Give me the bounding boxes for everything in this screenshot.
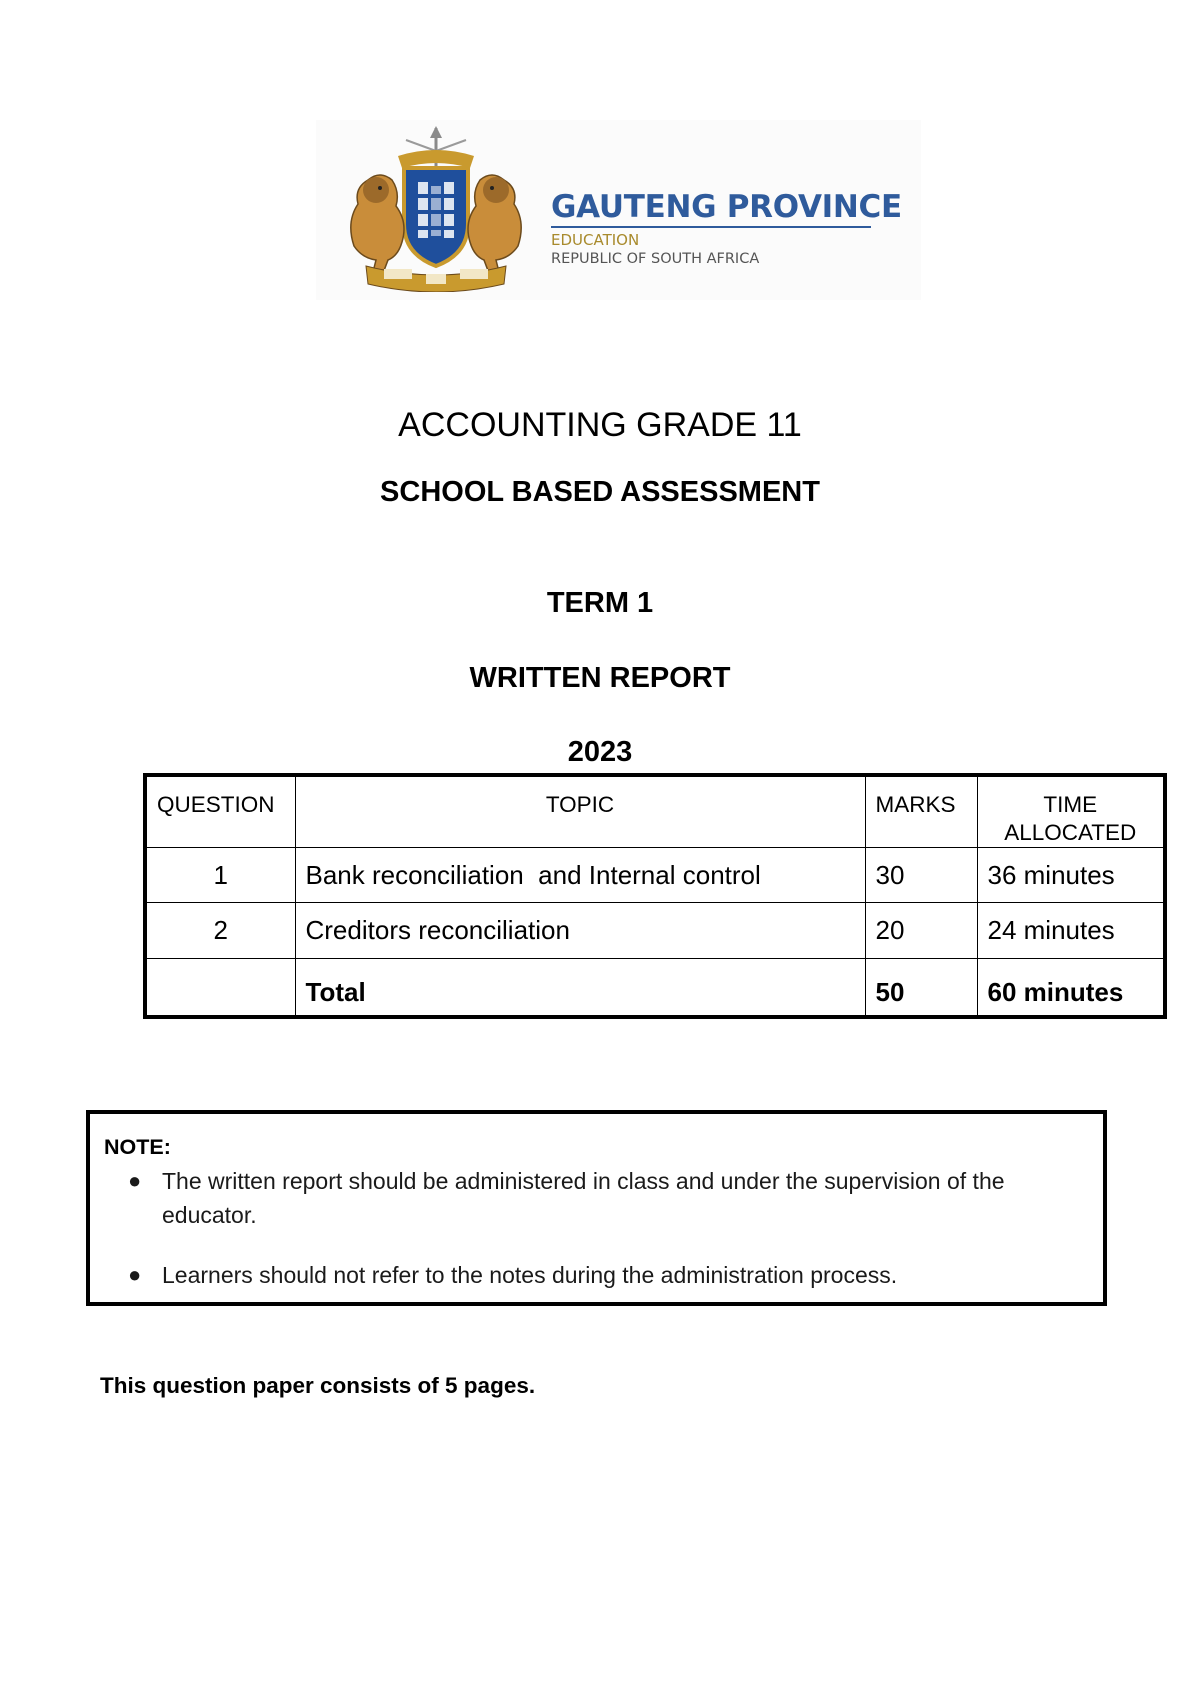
logo-province-name: GAUTENG PROVINCE bbox=[551, 189, 902, 225]
cell-question: 1 bbox=[145, 848, 295, 903]
table-total-row bbox=[145, 959, 1165, 1017]
year-label: 2023 bbox=[567, 736, 633, 768]
header-marks: MARKS bbox=[865, 775, 977, 848]
logo-underline bbox=[551, 226, 871, 228]
cell-topic: Bank reconciliation and Internal control bbox=[295, 848, 865, 903]
logo-department: EDUCATION bbox=[551, 231, 640, 249]
bullet-icon: ● bbox=[128, 1262, 142, 1287]
header-topic: TOPIC bbox=[295, 775, 865, 848]
table-row bbox=[145, 848, 1165, 903]
coat-of-arms-icon bbox=[336, 126, 536, 292]
document-title: ACCOUNTING GRADE 11 bbox=[398, 406, 802, 444]
task-label: WRITTEN REPORT bbox=[469, 662, 731, 694]
cell-question: 2 bbox=[145, 903, 295, 959]
page-count-statement: This question paper consists of 5 pages. bbox=[100, 1373, 536, 1398]
gauteng-education-logo bbox=[316, 120, 921, 300]
header-time-allocated bbox=[977, 775, 1165, 848]
cell-marks: 30 bbox=[865, 848, 977, 903]
cell-time: 24 minutes bbox=[977, 903, 1165, 959]
question-summary-table bbox=[143, 773, 1167, 1019]
cell-time: 36 minutes bbox=[977, 848, 1165, 903]
table-header-row bbox=[145, 775, 1165, 848]
header-time-line2: ALLOCATED bbox=[1004, 820, 1137, 845]
table-row bbox=[145, 903, 1165, 959]
cell-total-label: Total bbox=[295, 959, 865, 1017]
note-heading: NOTE: bbox=[104, 1135, 171, 1159]
note-item-text: Learners should not refer to the notes during the administration process. bbox=[162, 1262, 898, 1288]
bullet-icon: ● bbox=[128, 1168, 142, 1193]
term-label: TERM 1 bbox=[546, 587, 654, 619]
document-subtitle: SCHOOL BASED ASSESSMENT bbox=[380, 476, 820, 508]
header-time-line1: TIME bbox=[1043, 792, 1098, 817]
header-question: QUESTION bbox=[145, 775, 295, 848]
note-box bbox=[86, 1110, 1107, 1306]
logo-country: REPUBLIC OF SOUTH AFRICA bbox=[551, 251, 760, 267]
logo-wordmark bbox=[551, 189, 902, 267]
cell-question-empty bbox=[145, 959, 295, 1017]
cell-total-time: 60 minutes bbox=[977, 959, 1165, 1017]
cell-total-marks: 50 bbox=[865, 959, 977, 1017]
cell-marks: 20 bbox=[865, 903, 977, 959]
cell-topic: Creditors reconciliation bbox=[295, 903, 865, 959]
note-item-text: The written report should be administered in class and under the supervision of the educator. bbox=[162, 1168, 1005, 1228]
